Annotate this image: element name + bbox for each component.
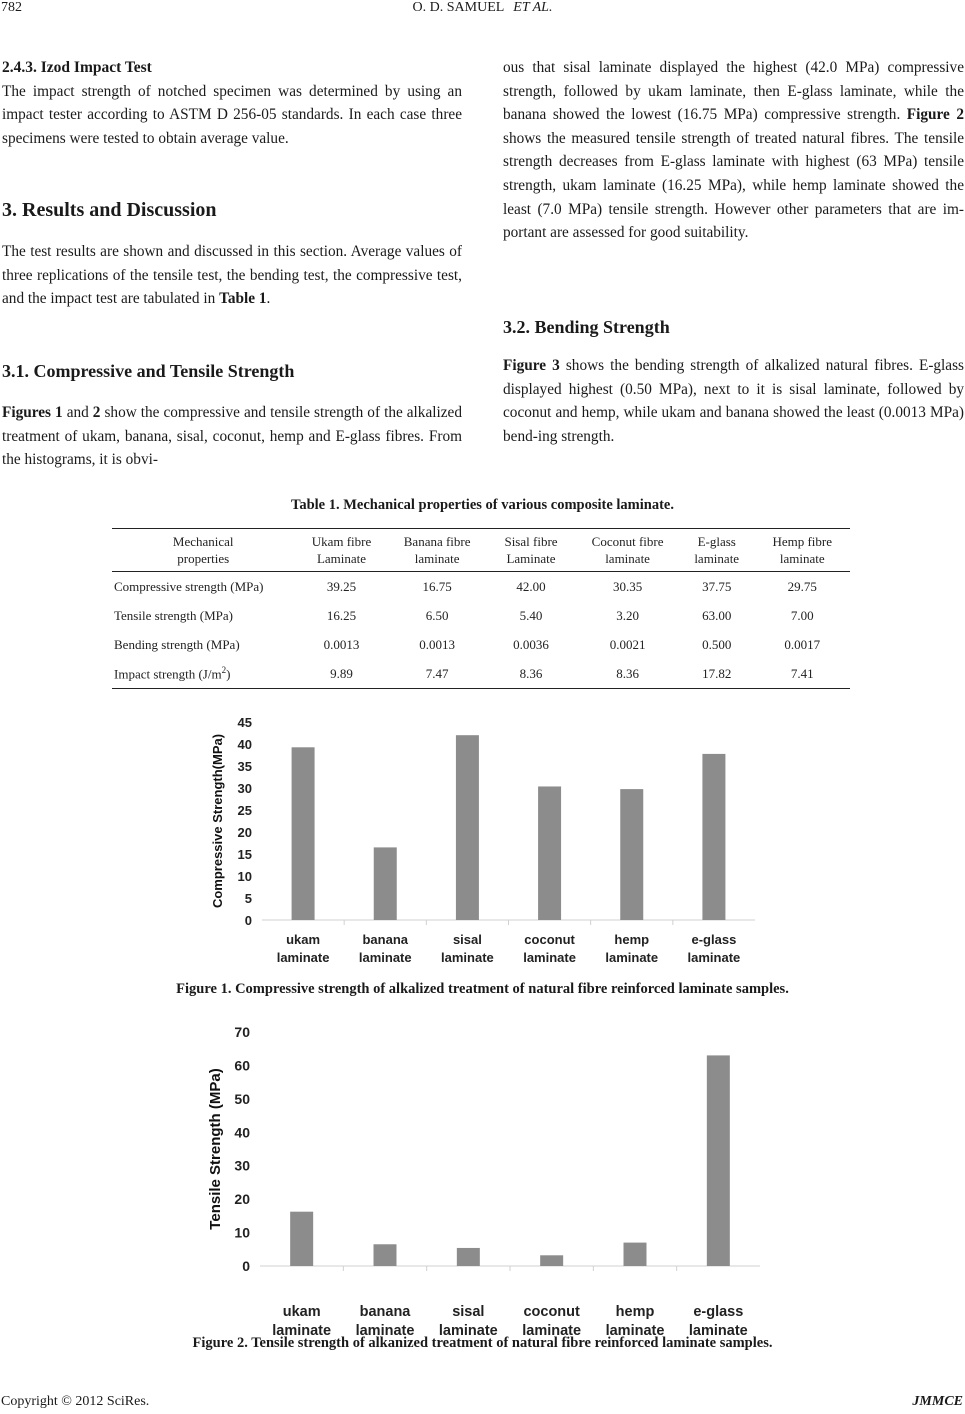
table-cell: 63.00 <box>702 607 732 623</box>
figure-2-chart <box>190 1016 780 1356</box>
table-cell: Compressive strength (MPa) <box>114 578 264 594</box>
table-1-caption: Table 1. Mechanical properties of various composite laminate. <box>290 497 674 513</box>
table-cell: 0.0036 <box>513 636 549 652</box>
table-header-row <box>112 529 850 572</box>
table-header-cell: E-glass laminate <box>694 534 740 566</box>
x-tick-label: coconut <box>523 1304 580 1320</box>
bar <box>290 1212 313 1266</box>
x-tick-label: sisal <box>452 1304 485 1320</box>
y-tick-label: 60 <box>234 1057 250 1074</box>
x-tick-label: laminate <box>605 950 659 965</box>
left-column <box>2 56 462 150</box>
figure-2-caption: Figure 2. Tensile strength of alkanized treatment of natural fibre reinforced laminate samples. <box>192 1335 773 1351</box>
table-row <box>112 601 850 630</box>
bar <box>702 754 725 920</box>
table-cell: 0.500 <box>702 636 732 652</box>
x-tick-label: laminate <box>276 950 330 965</box>
bar <box>707 1055 730 1266</box>
figure-3-ref[interactable]: Figure 3 <box>503 357 560 374</box>
table-header-cell: Sisal fibre Laminate <box>504 534 558 566</box>
y-tick-label: 0 <box>242 1258 250 1274</box>
table-cell: 17.82 <box>702 665 732 681</box>
table-1-ref[interactable]: Table 1 <box>219 290 267 308</box>
table-cell: 7.41 <box>790 665 814 681</box>
x-tick-label: laminate <box>687 950 741 965</box>
figures-1-ref[interactable]: Figures 1 <box>2 404 63 421</box>
x-tick-label: ukam <box>282 1304 321 1320</box>
table-cell: Impact strength $(J/m^2)$ <box>114 664 231 682</box>
bar <box>292 747 315 920</box>
section-3-1-body <box>2 401 462 472</box>
y-axis-label: Tensile Strength (MPa) <box>207 1068 224 1230</box>
table-cell: 3.20 <box>616 607 639 623</box>
x-tick-label: hemp <box>614 932 650 947</box>
section-2-4-3-text: The impact strength of notched specimen was determined by using an impact tester according to ASTM D 256-05 standards. In each case three specimens were tested to obtain average value. <box>2 82 462 147</box>
y-tick-label: 50 <box>234 1090 250 1107</box>
x-tick-label: laminate <box>355 1323 415 1339</box>
y-tick-label: 10 <box>237 869 252 884</box>
table-cell: 7.47 <box>425 665 449 681</box>
table-cell: 7.00 <box>790 607 814 623</box>
x-tick-label: sisal <box>452 932 482 947</box>
section-3-body <box>2 240 462 311</box>
section-3-1-heading-wrap <box>2 361 462 382</box>
bar <box>457 1248 480 1266</box>
x-tick-label: laminate <box>358 950 412 965</box>
y-tick-label: 15 <box>237 847 252 862</box>
x-tick-label: e-glass <box>691 932 737 947</box>
bar <box>624 1243 647 1266</box>
running-title: O. D. SAMUEL <box>412 0 504 15</box>
bar <box>456 735 479 920</box>
section-3-2-heading-wrap <box>503 317 964 338</box>
table-1-wrap <box>112 528 850 689</box>
table-cell: 16.25 <box>326 607 357 623</box>
table-cell: 29.75 <box>787 578 817 594</box>
section-heading-3: 3. Results and Discussion <box>2 199 217 221</box>
table-cell: 30.35 <box>612 578 643 594</box>
table-cell: 16.75 <box>422 578 452 594</box>
x-tick-label: banana <box>362 932 409 947</box>
table-header-cell: Mechanical properties <box>172 534 234 566</box>
bending-paragraph: Figure 3 shows the bending strength of alkalized natural fibres. E-glass displayed highest (0.50 MPa), next to it is sisal laminate, followed by coconut and hemp, while ukam and banana showed the least (0.0013 MPa) bend-ing strength. <box>503 357 965 445</box>
table-header-cell: Coconut fibre laminate <box>591 534 664 566</box>
bar <box>538 786 561 920</box>
table-cell: 9.89 <box>330 665 353 681</box>
table-cell: 37.75 <box>702 578 732 594</box>
x-tick-label: ukam <box>286 932 321 947</box>
bar <box>374 1244 397 1266</box>
footer-copyright: Copyright © 2012 SciRes. <box>1 1394 150 1409</box>
table-header-cell: Hemp fibre laminate <box>772 534 833 566</box>
y-tick-label: 0 <box>244 913 252 928</box>
bar <box>540 1255 563 1266</box>
x-tick-label: laminate <box>688 1323 748 1339</box>
x-tick-label: hemp <box>615 1304 655 1320</box>
table-cell: 0.0013 <box>323 636 360 652</box>
section-3-text: The test results are shown and discussed in this section. Average values of three replications of the tensile test, the bending test, the compressive test, and the impact test are tabulated in Table 1. <box>2 243 462 308</box>
x-tick-label: coconut <box>524 932 575 947</box>
figure-1-caption: Figure 1. Compressive strength of alkalized treatment of natural fibre reinforced laminate samples. <box>176 981 789 997</box>
y-axis-label: Compressive Strength(MPa) <box>210 733 225 909</box>
x-tick-label: laminate <box>522 1323 582 1339</box>
y-tick-label: 20 <box>237 825 252 840</box>
table-row <box>112 630 850 659</box>
section-3-2-body <box>503 354 964 448</box>
x-tick-label: laminate <box>272 1323 332 1339</box>
bar <box>620 789 643 920</box>
page-number: 782 <box>1 0 22 15</box>
running-header <box>0 0 965 16</box>
x-tick-label: e-glass <box>693 1304 744 1320</box>
x-tick-label: laminate <box>605 1323 665 1339</box>
results-paragraph: ous that sisal laminate displayed the highest (42.0 MPa) compressive strength, followed by ukam laminate, then E-glass laminate, while the banana showed the lowest (16.75 MPa) compressive strength. Figure 2 shows the measured tensile strength of treated natural fibres. The tensile strength decreases from E-glass laminate with highest (63 MPa) tensile strength, ukam laminate (16.25 MPa), while hemp laminate showed the least (7.0 MPa) tensile strength. However other parameters that are im-portant are assessed for good suitability. <box>503 59 965 242</box>
bar <box>374 847 397 920</box>
table-cell: 8.36 <box>616 665 639 681</box>
figure-1-chart <box>190 712 780 972</box>
section-heading-2-4-3: 2.4.3. Izod Impact Test <box>2 59 152 76</box>
y-tick-label: 30 <box>237 781 252 796</box>
y-tick-label: 25 <box>237 803 252 818</box>
table-cell: 39.25 <box>326 578 357 594</box>
x-tick-label: laminate <box>523 950 576 965</box>
table-header-cell: Ukam fibre Laminate <box>311 534 372 566</box>
y-tick-label: 5 <box>244 891 252 906</box>
table-1 <box>112 528 850 689</box>
y-tick-label: 45 <box>237 715 252 730</box>
figure-2-ref-inline[interactable]: Figure 2 <box>906 106 965 124</box>
y-tick-label: 40 <box>237 737 252 752</box>
table-cell: Tensile strength (MPa) <box>114 607 233 623</box>
table-cell: 42.00 <box>516 578 546 594</box>
y-tick-label: 30 <box>234 1157 250 1174</box>
table-row <box>112 572 850 602</box>
y-tick-label: 70 <box>234 1024 250 1040</box>
right-column <box>503 56 964 245</box>
table-cell: 5.40 <box>519 607 543 623</box>
x-tick-label: laminate <box>438 1323 498 1339</box>
table-cell: 0.0021 <box>609 636 646 652</box>
table-cell: 6.50 <box>425 607 449 623</box>
table-cell: 8.36 <box>519 665 543 681</box>
footer-journal: JMMCE <box>912 1394 963 1409</box>
table-cell: 0.0017 <box>784 636 821 652</box>
x-tick-label: laminate <box>441 950 494 965</box>
section-heading-3-2: 3.2. Bending Strength <box>503 317 670 337</box>
y-tick-label: 20 <box>234 1191 250 1208</box>
running-title-italic: ET AL. <box>513 0 553 15</box>
x-tick-label: banana <box>359 1304 411 1320</box>
table-cell: 0.0013 <box>419 636 456 652</box>
table-header-cell: Banana fibre laminate <box>403 534 471 566</box>
y-tick-label: 35 <box>237 759 252 774</box>
table-cell: Bending strength (MPa) <box>114 636 240 652</box>
y-tick-label: 40 <box>234 1124 250 1141</box>
y-tick-label: 10 <box>234 1224 250 1241</box>
table-row <box>112 659 850 689</box>
section-3-1-text: Figures 1 and 2 show the compressive and tensile strength of the alkalized treatment of ukam, banana, sisal, coconut, hemp and E-glass fibres. From the histograms, it is obvi- <box>2 404 462 469</box>
section-3-heading-wrap <box>2 199 462 222</box>
figure-2-ref[interactable]: 2 <box>92 404 101 421</box>
section-heading-3-1: 3.1. Compressive and Tensile Strength <box>2 361 295 381</box>
